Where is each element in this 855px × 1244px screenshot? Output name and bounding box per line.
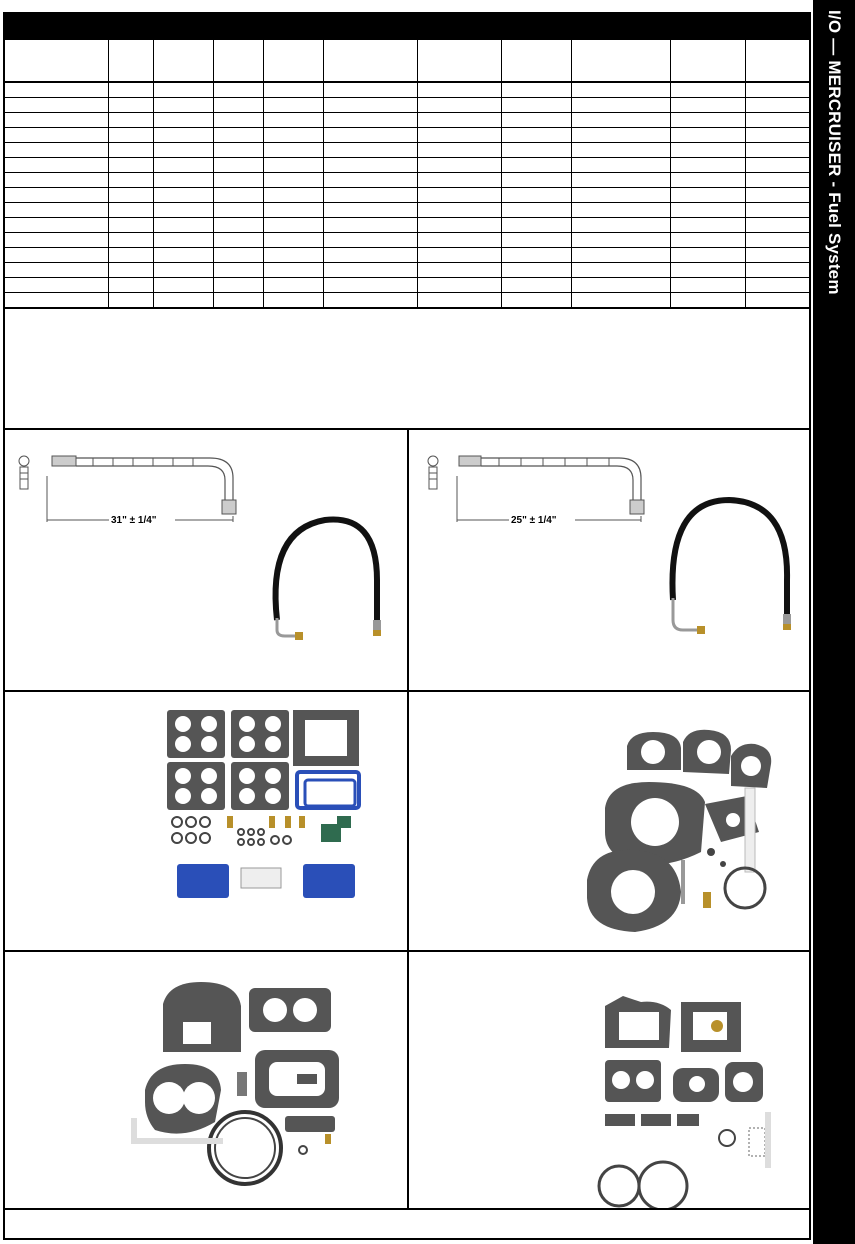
table-cell [108,293,153,309]
fuel-line-diagram [5,430,407,690]
table-cell [5,293,108,309]
table-cell [263,173,323,188]
table-cell [417,263,501,278]
table-cell [417,128,501,143]
table-cell [5,218,108,233]
table-cell [670,263,745,278]
table-cell [213,113,263,128]
table-cell [571,263,670,278]
table-cell [213,248,263,263]
table-cell [5,82,108,98]
table-cell [670,218,745,233]
table-cell [213,278,263,293]
table-cell [153,82,213,98]
fuel-line-diagram [409,430,809,690]
table-cell [571,233,670,248]
table-row [5,248,809,263]
table-row [5,113,809,128]
table-cell [5,128,108,143]
table-cell [745,293,809,309]
table-cell [670,278,745,293]
table-cell [571,218,670,233]
table-cell [153,203,213,218]
table-cell [153,113,213,128]
table-cell [213,173,263,188]
table-cell [417,203,501,218]
table-cell [108,143,153,158]
panel-carb-kit-rochester [409,692,809,952]
table-cell [670,233,745,248]
table-cell [670,158,745,173]
table-cell [213,128,263,143]
table-cell [213,158,263,173]
table-cell [501,263,571,278]
table-cell [263,263,323,278]
header-cell [108,40,153,82]
table-cell [571,188,670,203]
table-cell [501,82,571,98]
table-cell [213,143,263,158]
table-cell [108,203,153,218]
table-cell [501,113,571,128]
table-cell [571,293,670,309]
table-cell [417,188,501,203]
table-cell [745,233,809,248]
table-cell [417,248,501,263]
table-cell [108,98,153,113]
table-cell [213,203,263,218]
table-cell [501,173,571,188]
table-cell [323,188,417,203]
table-row [5,82,809,98]
table-cell [745,158,809,173]
table-cell [670,293,745,309]
table-row [5,158,809,173]
table-cell [670,113,745,128]
table-cell [417,218,501,233]
table-cell [417,278,501,293]
table-row [5,263,809,278]
panel-carb-kit-2bbl [5,952,409,1210]
table-cell [501,203,571,218]
table-cell [323,98,417,113]
dimension-label: 31" ± 1/4" [111,515,157,526]
table-cell [5,158,108,173]
table-cell [263,113,323,128]
table-cell [745,98,809,113]
table-cell [108,128,153,143]
table-cell [670,143,745,158]
table-cell [501,293,571,309]
table-cell [501,233,571,248]
table-cell [108,263,153,278]
table-cell [417,143,501,158]
table-row [5,203,809,218]
table-cell [571,98,670,113]
table-cell [417,293,501,309]
table-cell [745,263,809,278]
table-cell [5,98,108,113]
table-cell [745,188,809,203]
panel-fuel-line-31 [5,430,409,692]
table-cell [108,82,153,98]
header-cell [417,40,501,82]
table-cell [263,98,323,113]
table-cell [501,218,571,233]
gasket-kit-photo [409,952,809,1208]
table-cell [108,218,153,233]
table-cell [670,203,745,218]
table-cell [745,143,809,158]
table-cell [108,278,153,293]
table-cell [501,188,571,203]
table-cell [323,203,417,218]
gasket-kit-photo [5,692,407,950]
table-cell [213,263,263,278]
table-cell [108,233,153,248]
table-cell [745,218,809,233]
table-cell [323,278,417,293]
table-cell [670,248,745,263]
table-cell [323,293,417,309]
header-cell [323,40,417,82]
table-cell [108,248,153,263]
table-cell [108,173,153,188]
table-cell [213,293,263,309]
table-cell [108,113,153,128]
table-cell [5,203,108,218]
header-cell [670,40,745,82]
table-cell [213,188,263,203]
table-cell [323,128,417,143]
table-cell [153,278,213,293]
table-cell [263,218,323,233]
notes-area [5,314,809,430]
table-cell [263,278,323,293]
table-cell [5,233,108,248]
table-cell [571,173,670,188]
table-cell [153,293,213,309]
table-cell [670,128,745,143]
header-cell [5,40,108,82]
table-cell [571,82,670,98]
table-cell [263,143,323,158]
table-cell [263,158,323,173]
table-cell [153,188,213,203]
table-cell [153,98,213,113]
table-cell [670,188,745,203]
table-row [5,98,809,113]
table-cell [153,218,213,233]
table-cell [417,158,501,173]
section-title: I/O — MERCRUISER - Fuel System [825,10,844,295]
table-cell [670,82,745,98]
table-cell [417,98,501,113]
table-row [5,188,809,203]
table-cell [263,203,323,218]
table-cell [263,293,323,309]
table-cell [417,173,501,188]
table-cell [670,173,745,188]
table-cell [5,278,108,293]
table-cell [213,233,263,248]
table-row [5,173,809,188]
table-cell [571,203,670,218]
table-cell [417,233,501,248]
section-side-tab [813,0,855,1244]
table-cell [108,188,153,203]
table-cell [323,113,417,128]
table-row [5,218,809,233]
table-cell [745,128,809,143]
table-cell [153,248,213,263]
panel-carb-kit-4bbl [5,692,409,952]
table-cell [417,113,501,128]
table-cell [745,203,809,218]
table-cell [571,158,670,173]
table-cell [571,278,670,293]
gasket-kit-photo [409,692,809,950]
table-cell [213,82,263,98]
table-cell [263,233,323,248]
table-cell [153,158,213,173]
table-cell [108,158,153,173]
panel-carb-kit-rochester-2 [409,952,809,1210]
footer-row [5,1210,809,1238]
table-cell [501,128,571,143]
table-cell [153,143,213,158]
table-cell [745,278,809,293]
table-cell [263,82,323,98]
panel-fuel-line-25 [409,430,809,692]
table-cell [5,263,108,278]
table-row [5,143,809,158]
header-cell [263,40,323,82]
table-cell [5,188,108,203]
table-cell [153,173,213,188]
table-row [5,233,809,248]
table-cell [501,98,571,113]
table-cell [745,248,809,263]
table-cell [501,248,571,263]
table-row [5,293,809,309]
table-header-row [5,40,809,82]
table-cell [323,218,417,233]
table-cell [670,98,745,113]
catalog-page [3,12,811,1240]
table-cell [571,113,670,128]
table-cell [153,128,213,143]
table-cell [5,113,108,128]
header-cell [153,40,213,82]
table-cell [571,143,670,158]
table-cell [501,143,571,158]
table-cell [213,218,263,233]
table-cell [323,173,417,188]
table-cell [745,173,809,188]
table-cell [5,143,108,158]
dimension-label: 25" ± 1/4" [511,515,557,526]
table-cell [263,248,323,263]
header-cell [571,40,670,82]
table-cell [745,113,809,128]
table-cell [213,98,263,113]
table-cell [323,263,417,278]
table-cell [153,263,213,278]
gasket-kit-photo [5,952,407,1208]
header-cell [501,40,571,82]
table-cell [501,158,571,173]
table-row [5,278,809,293]
table-cell [323,233,417,248]
table-cell [5,173,108,188]
table-cell [263,188,323,203]
table-cell [571,128,670,143]
table-cell [571,248,670,263]
table-cell [417,82,501,98]
table-cell [263,128,323,143]
table-cell [323,82,417,98]
table-cell [153,233,213,248]
header-cell [213,40,263,82]
table-cell [323,158,417,173]
table-cell [5,248,108,263]
table-cell [501,278,571,293]
table-cell [323,143,417,158]
table-title-bar [5,14,809,40]
spec-table [5,40,809,309]
header-cell [745,40,809,82]
table-cell [323,248,417,263]
table-cell [745,82,809,98]
table-row [5,128,809,143]
